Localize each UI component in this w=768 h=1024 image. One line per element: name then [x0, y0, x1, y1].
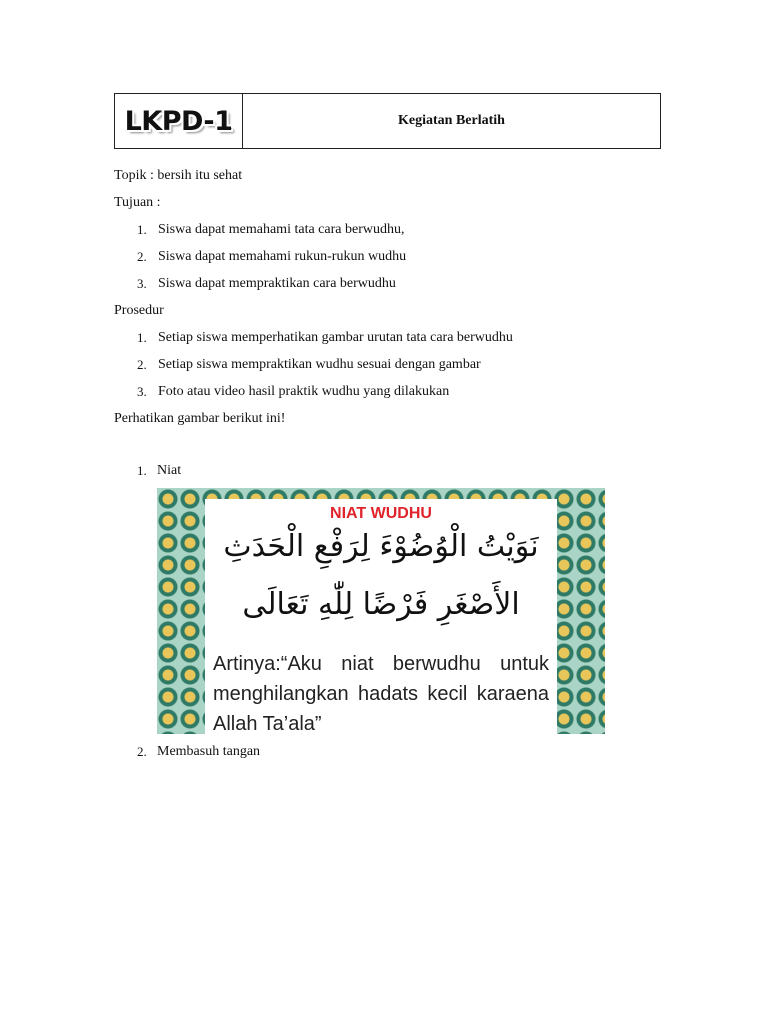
- list-item: Siswa dapat memahami rukun-rukun wudhu: [158, 249, 407, 264]
- topik-line: Topik : bersih itu sehat: [114, 168, 243, 183]
- list-item-number: 3.: [137, 384, 147, 399]
- list-item-number: 2.: [137, 249, 147, 264]
- list-item-number: 2.: [137, 357, 147, 372]
- step-label: Niat: [157, 463, 182, 478]
- list-item-number: 1.: [137, 222, 147, 237]
- translation-text: Artinya:“Aku niat berwudhu untuk menghilangkan hadats kecil karaena Allah Ta’ala”: [213, 653, 549, 734]
- logo-cell: [115, 94, 243, 148]
- arabic-text-line-1: نَوَيْتُ الْوُضُوْءَ لِرَفْعِ الْحَدَثِ: [223, 529, 539, 564]
- list-item-number: 1.: [137, 330, 147, 345]
- image-content: [205, 499, 557, 734]
- image-title: NIAT WUDHU: [330, 505, 432, 522]
- list-item: Siswa dapat memahami tata cara berwudhu,: [158, 222, 405, 237]
- title-cell: [243, 94, 660, 148]
- niat-wudhu-image: [157, 488, 605, 734]
- tujuan-label: Tujuan :: [114, 195, 161, 210]
- list-item: Setiap siswa memperhatikan gambar urutan tata cara berwudhu: [158, 330, 513, 345]
- prosedur-label: Prosedur: [114, 303, 164, 318]
- step-label: Membasuh tangan: [157, 744, 261, 759]
- list-item-number: 3.: [137, 276, 147, 291]
- list-item: Setiap siswa mempraktikan wudhu sesuai dengan gambar: [158, 357, 481, 372]
- instruction-text: Perhatikan gambar berikut ini!: [114, 411, 286, 426]
- header-table: [114, 93, 661, 149]
- header-title: Kegiatan Berlatih: [398, 113, 505, 128]
- list-item: Siswa dapat mempraktikan cara berwudhu: [158, 276, 396, 291]
- arabic-text-line-2: الأَصْغَرِ فَرْضًا لِلّٰهِ تَعَالَى: [242, 587, 520, 622]
- list-item: Foto atau video hasil praktik wudhu yang dilakukan: [158, 384, 450, 399]
- lkpd-logo: LKPD-1: [124, 105, 233, 137]
- step-number: 2.: [137, 744, 147, 759]
- step-number: 1.: [137, 463, 147, 478]
